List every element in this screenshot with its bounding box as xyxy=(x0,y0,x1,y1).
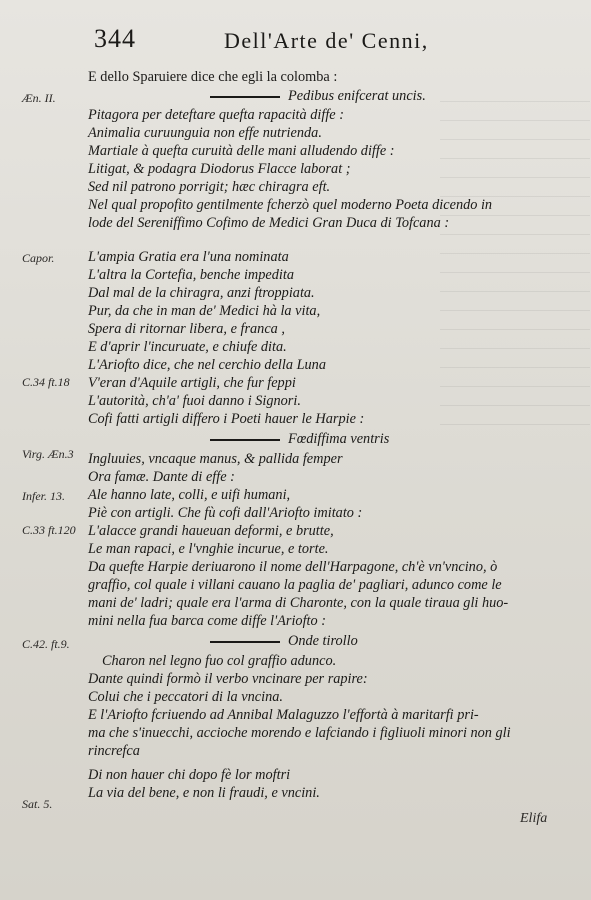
text-line: Charon nel legno fuo col graffio adunco. xyxy=(102,653,337,669)
text-line: Sed nil patrono porrigit; hæc chiragra eft. xyxy=(88,179,331,195)
text-line: La via del bene, e non li fraudi, e vncini. xyxy=(88,785,320,801)
text-line: lode del Sereniffimo Cofimo de Medici Gran Duca di Tofcana : xyxy=(88,215,450,231)
marginal-note: Sat. 5. xyxy=(22,797,53,811)
page-number: 344 xyxy=(94,24,136,53)
text-line: Dante quindi formò il verbo vncinare per rapire: xyxy=(88,671,368,687)
marginal-note: Virg. Æn.3 xyxy=(22,447,74,461)
marginal-note: C.33 ft.120 xyxy=(22,523,76,537)
marginal-note: Æn. II. xyxy=(22,91,56,105)
text-line: Ingluuies, vncaque manus, & pallida femper xyxy=(88,451,343,467)
text-line: Ale hanno late, colli, e uifi humani, xyxy=(88,487,291,503)
text-line: Animalia curuunguia non effe nutrienda. xyxy=(88,125,322,141)
text-line: Ora famæ. Dante di effe : xyxy=(88,469,235,485)
text-line: V'eran d'Aquile artigli, che fur feppi xyxy=(88,375,296,391)
text-line: E l'Ariofto fcriuendo ad Annibal Malaguzzo l'effortà à maritarfi pri- xyxy=(88,707,479,723)
text-line: Dal mal de la chiragra, anzi ftroppiata. xyxy=(88,285,315,301)
text-line: graffio, col quale i villani cauano la paglia de' pagliari, adunco come le xyxy=(88,577,502,593)
text-line: L'altra la Cortefia, benche impedita xyxy=(88,267,294,283)
text-line: Le man rapaci, e l'vnghie incurue, e torte. xyxy=(88,541,329,557)
text-line: Nel qual propofito gentilmente fcherzò quel moderno Poeta dicendo in xyxy=(88,197,493,213)
text-line: Spera di ritornar libera, e franca , xyxy=(88,321,285,337)
text-line: Pur, da che in man de' Medici hà la vita, xyxy=(88,303,321,319)
marginal-note: C.42. ft.9. xyxy=(22,637,70,651)
marginal-note: Capor. xyxy=(22,251,55,265)
text-line: Di non hauer chi dopo fè lor moftri xyxy=(88,767,291,783)
show-through-bleed xyxy=(440,90,590,430)
text-line: ma che s'inuecchi, accioche morendo e lafciando i figliuoli minori non gli xyxy=(88,725,511,741)
text-line: mani de' ladri; quale era l'arma di Charonte, con la quale tiraua gli huo- xyxy=(88,595,509,611)
text-line: E dello Sparuiere dice che egli la colomba : xyxy=(88,69,338,85)
text-line: Pedibus enifcerat uncis. xyxy=(210,87,426,105)
text-line: Cofi fatti artigli differo i Poeti hauer le Harpie : xyxy=(88,411,365,427)
text-line: E d'aprir l'incuruate, e chiufe dita. xyxy=(88,339,287,355)
text-line: mini nella fua barca come diffe l'Ariofto : xyxy=(88,613,326,629)
text-line: Onde tirollo xyxy=(210,632,358,650)
text-line: L'alacce grandi haueuan deformi, e brutte, xyxy=(88,523,334,539)
running-title: Dell'Arte de' Cenni, xyxy=(224,28,429,53)
text-line: L'autorità, ch'a' fuoi danno i Signori. xyxy=(88,393,301,409)
text-line: Fœdiffima ventris xyxy=(210,430,389,448)
marginal-note: Infer. 13. xyxy=(22,489,65,503)
text-line: rincrefca xyxy=(88,743,140,759)
marginal-note: C.34 ft.18 xyxy=(22,375,70,389)
text-line: L'Ariofto dice, che nel cerchio della Luna xyxy=(88,357,326,373)
page-header xyxy=(0,22,591,62)
text-line: Da quefte Harpie deriuarono il nome dell'Harpagone, ch'è vn'vncino, ò xyxy=(88,559,498,575)
text-line: Martiale à quefta curuità delle mani alludendo diffe : xyxy=(88,143,395,159)
text-line: Colui che i peccatori di la vncina. xyxy=(88,689,283,705)
text-line: Pitagora per deteftare quefta rapacità diffe : xyxy=(88,107,344,123)
catchword: Elifa xyxy=(520,811,548,826)
text-line: L'ampia Gratia era l'una nominata xyxy=(88,249,289,265)
text-line: Piè con artigli. Che fù cofi dall'Ariofto imitato : xyxy=(88,505,363,521)
text-line: Litigat, & podagra Diodorus Flacce laborat ; xyxy=(88,161,351,177)
